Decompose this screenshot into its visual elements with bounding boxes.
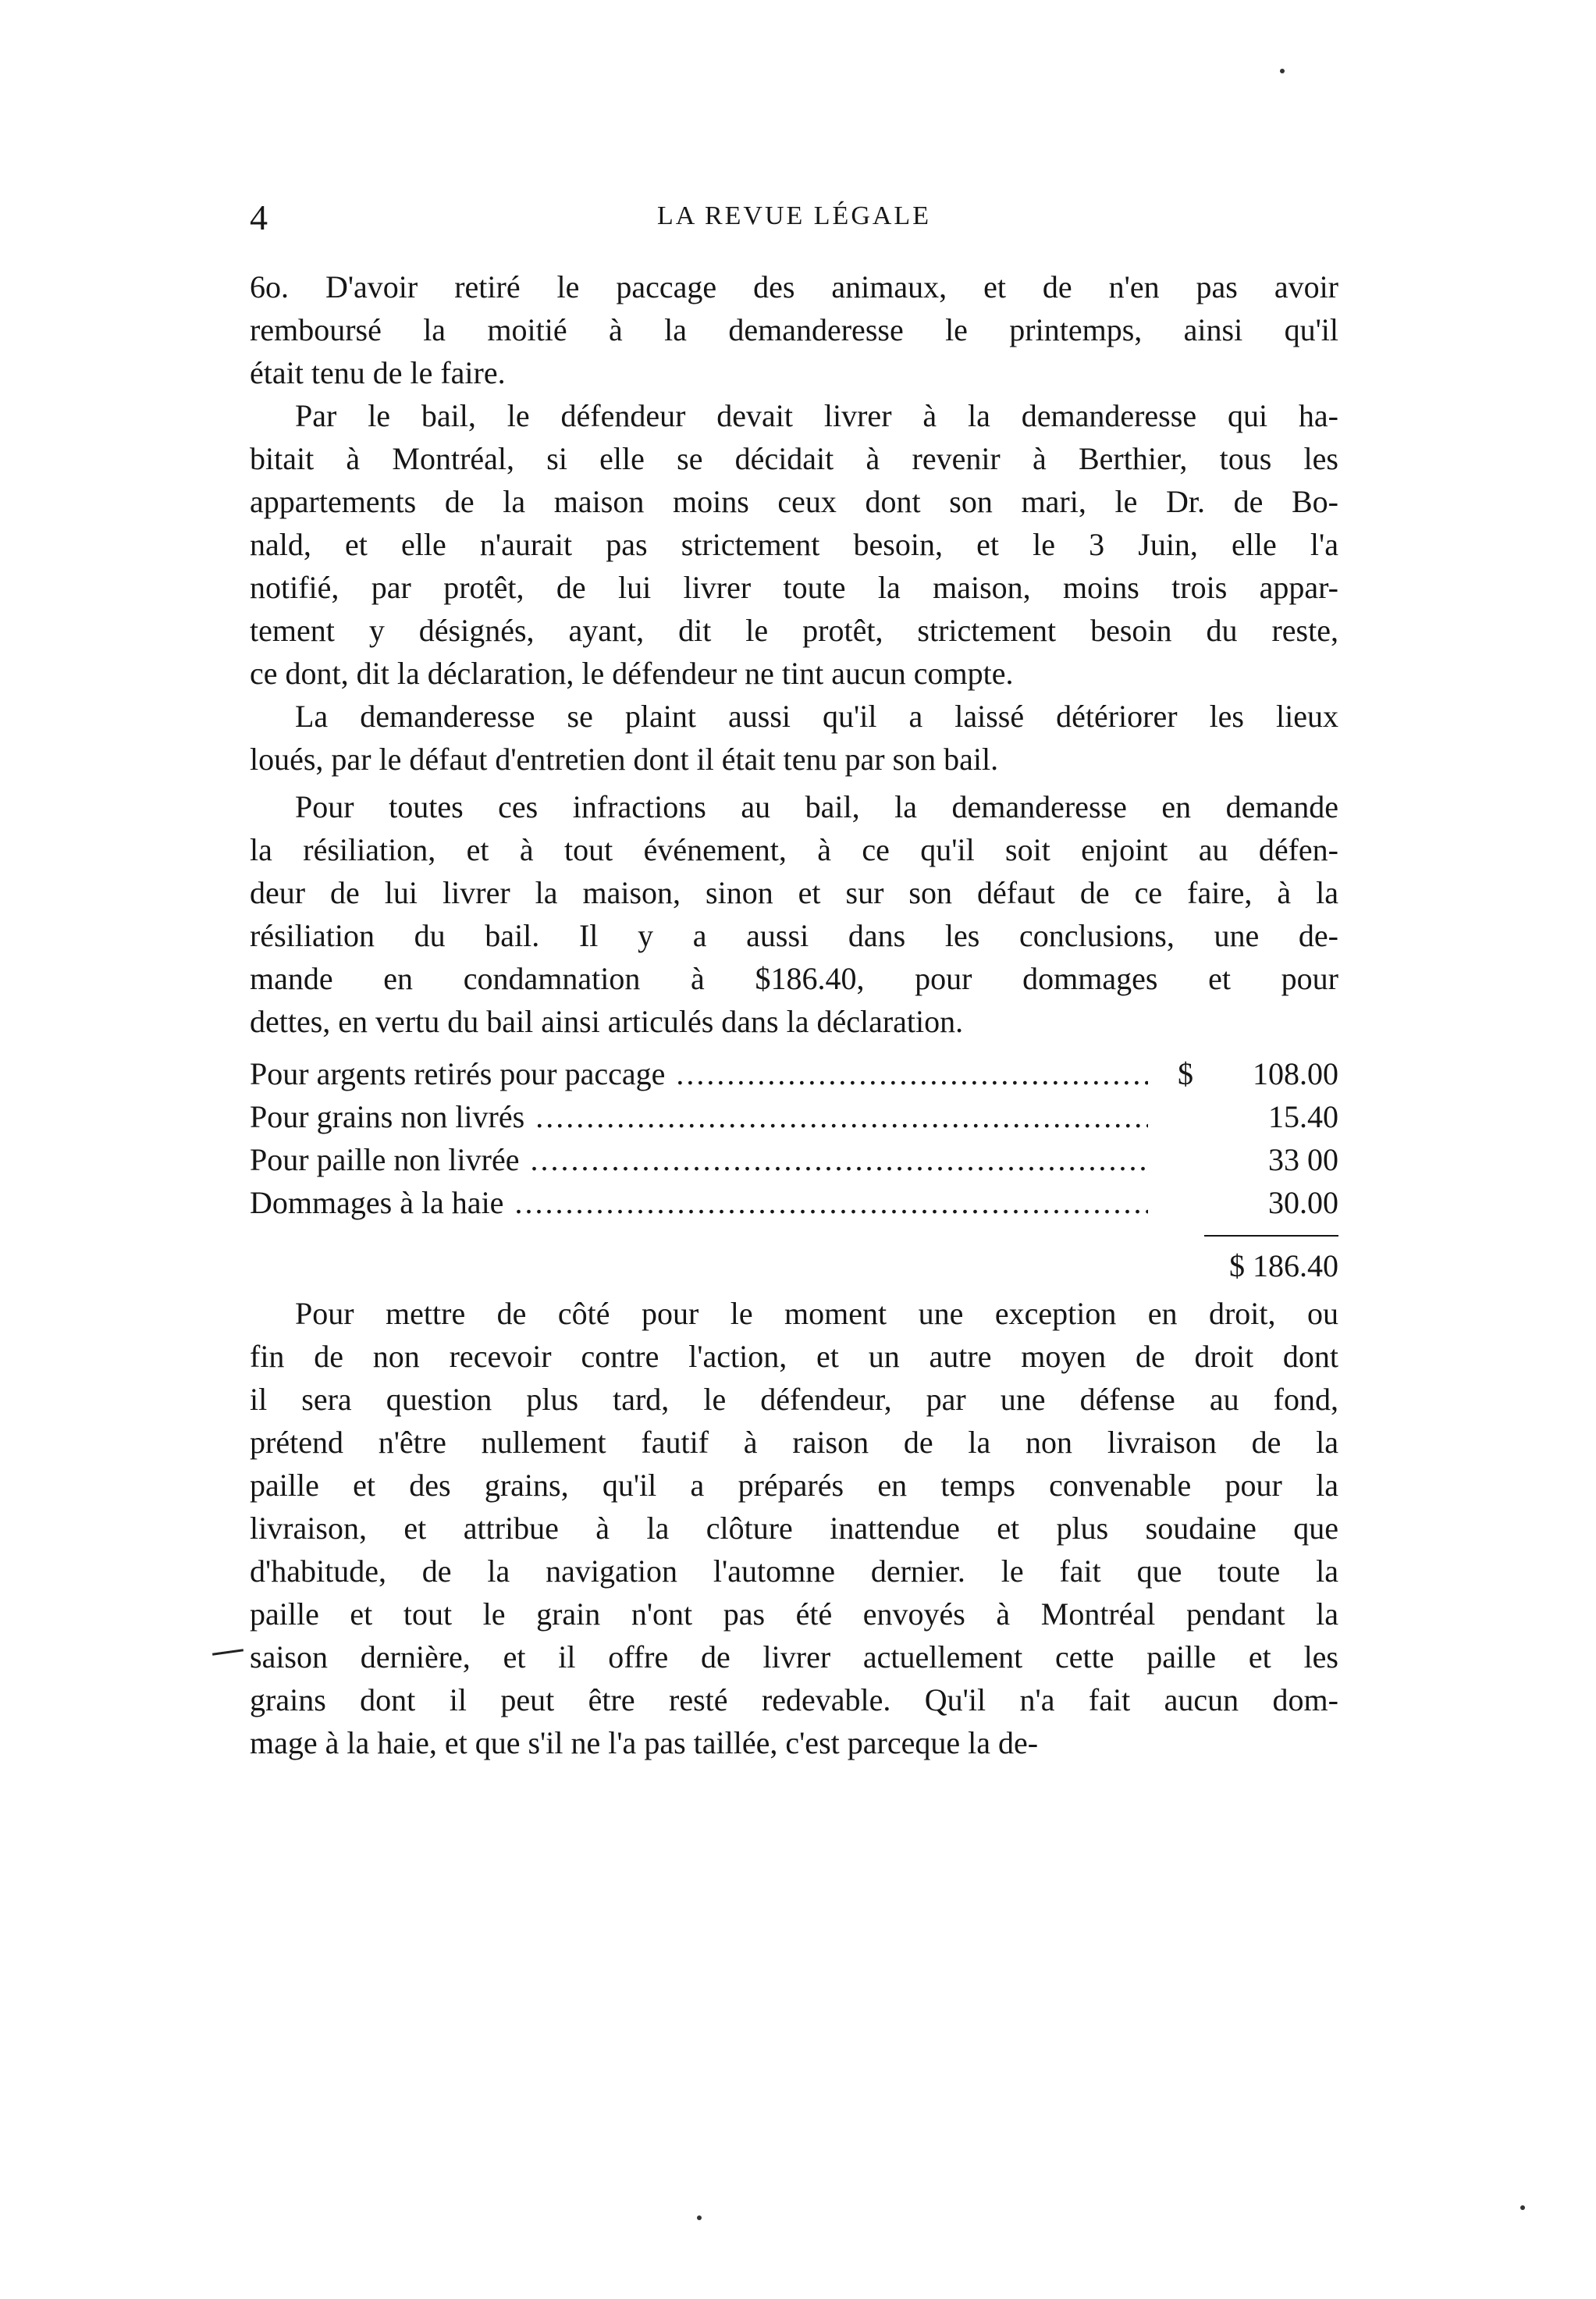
text-line: bitait à Montréal, si elle se décidait à revenir à Berthier, tous les xyxy=(250,441,1338,476)
account-label: Pour argents retirés pour paccage xyxy=(250,1056,666,1091)
text-line: Pour toutes ces infractions au bail, la demanderesse en demande xyxy=(295,789,1338,824)
text-line: remboursé la moitié à la demanderesse le printemps, ainsi qu'il xyxy=(250,312,1338,347)
account-row xyxy=(250,1181,1338,1224)
account-amount: 108.00 xyxy=(1253,1056,1338,1091)
total-amount: $ 186.40 xyxy=(1229,1248,1338,1283)
text-line: La demanderesse se plaint aussi qu'il a laissé détériorer les lieux xyxy=(295,699,1338,734)
text-line: notifié, par protêt, de lui livrer toute la maison, moins trois appar- xyxy=(250,570,1338,605)
paragraph-list xyxy=(250,265,1338,1043)
account-row xyxy=(250,1095,1338,1138)
text-line: livraison, et attribue à la clôture inattendue et plus soudaine que xyxy=(250,1511,1338,1546)
text-line: mage à la haie, et que s'il ne l'a pas taillée, c'est parceque la de- xyxy=(250,1725,1039,1760)
body-text xyxy=(250,265,1338,1764)
running-title: LA REVUE LÉGALE xyxy=(657,201,931,230)
text-line: deur de lui livrer la maison, sinon et sur son défaut de ce faire, à la xyxy=(250,875,1338,910)
text-line: était tenu de le faire. xyxy=(250,355,506,390)
account-label: Pour grains non livrés xyxy=(250,1099,525,1134)
text-line: paille et des grains, qu'il a préparés en temps convenable pour la xyxy=(250,1468,1338,1503)
paragraph xyxy=(250,265,1338,394)
text-line: appartements de la maison moins ceux dont son mari, le Dr. de Bo- xyxy=(250,484,1338,519)
text-line: mande en condamnation à $186.40, pour dommages et pour xyxy=(250,961,1338,996)
text-line: d'habitude, de la navigation l'automne dernier. le fait que toute la xyxy=(250,1553,1338,1589)
text-line: Pour mettre de côté pour le moment une exception en droit, ou xyxy=(295,1296,1338,1331)
account-amount: 33 00 xyxy=(1268,1142,1338,1177)
total-rule xyxy=(1204,1235,1338,1237)
paragraph xyxy=(250,394,1338,695)
account-row xyxy=(250,1138,1338,1181)
text-line: dettes, en vertu du bail ainsi articulés dans la déclaration. xyxy=(250,1004,964,1039)
account-amount: 30.00 xyxy=(1268,1185,1338,1220)
text-line: grains dont il peut être resté redevable. Qu'il n'a fait aucun dom- xyxy=(250,1682,1338,1717)
text-line: il sera question plus tard, le défendeur, par une défense au fond, xyxy=(250,1382,1338,1417)
dot-leader xyxy=(514,1181,1148,1224)
text-line: saison dernière, et il offre de livrer actuellement cette paille et les xyxy=(250,1639,1338,1674)
account-label: Pour paille non livrée xyxy=(250,1142,520,1177)
page-header xyxy=(250,197,1338,244)
account-amount: 15.40 xyxy=(1268,1099,1338,1134)
text-line: paille et tout le grain n'ont pas été envoyés à Montréal pendant la xyxy=(250,1596,1338,1632)
dot-leader xyxy=(676,1052,1148,1095)
text-line: prétend n'être nullement fautif à raison de la non livraison de la xyxy=(250,1425,1338,1460)
text-line: nald, et elle n'aurait pas strictement besoin, et le 3 Juin, elle l'a xyxy=(250,527,1338,562)
paragraph xyxy=(250,785,1338,1043)
account-currency: $ xyxy=(1178,1056,1193,1091)
ink-speck xyxy=(697,2215,702,2220)
text-line: loués, par le défaut d'entretien dont il était tenu par son bail. xyxy=(250,742,999,777)
margin-mark xyxy=(212,1649,243,1656)
ink-speck xyxy=(1520,2205,1525,2210)
text-line: ce dont, dit la déclaration, le défendeur ne tint aucun compte. xyxy=(250,656,1014,691)
paragraph xyxy=(250,695,1338,781)
account-table xyxy=(250,1052,1338,1224)
text-line: la résiliation, et à tout événement, à ce qu'il soit enjoint au défen- xyxy=(250,832,1338,867)
text-line: Par le bail, le défendeur devait livrer à la demanderesse qui ha- xyxy=(295,398,1338,433)
dot-leader xyxy=(530,1138,1148,1181)
text-line: tement y désignés, ayant, dit le protêt, strictement besoin du reste, xyxy=(250,613,1338,648)
ink-speck xyxy=(1280,69,1285,73)
page-number: 4 xyxy=(250,198,268,237)
text-line: fin de non recevoir contre l'action, et un autre moyen de droit dont xyxy=(250,1339,1338,1374)
text-line: résiliation du bail. Il y a aussi dans les conclusions, une de- xyxy=(250,918,1338,953)
account-label: Dommages à la haie xyxy=(250,1185,504,1220)
closing-paragraph xyxy=(250,1292,1338,1764)
account-row xyxy=(250,1052,1338,1095)
dot-leader xyxy=(535,1095,1148,1138)
text-line: 6o. D'avoir retiré le paccage des animaux, et de n'en pas avoir xyxy=(250,269,1338,304)
